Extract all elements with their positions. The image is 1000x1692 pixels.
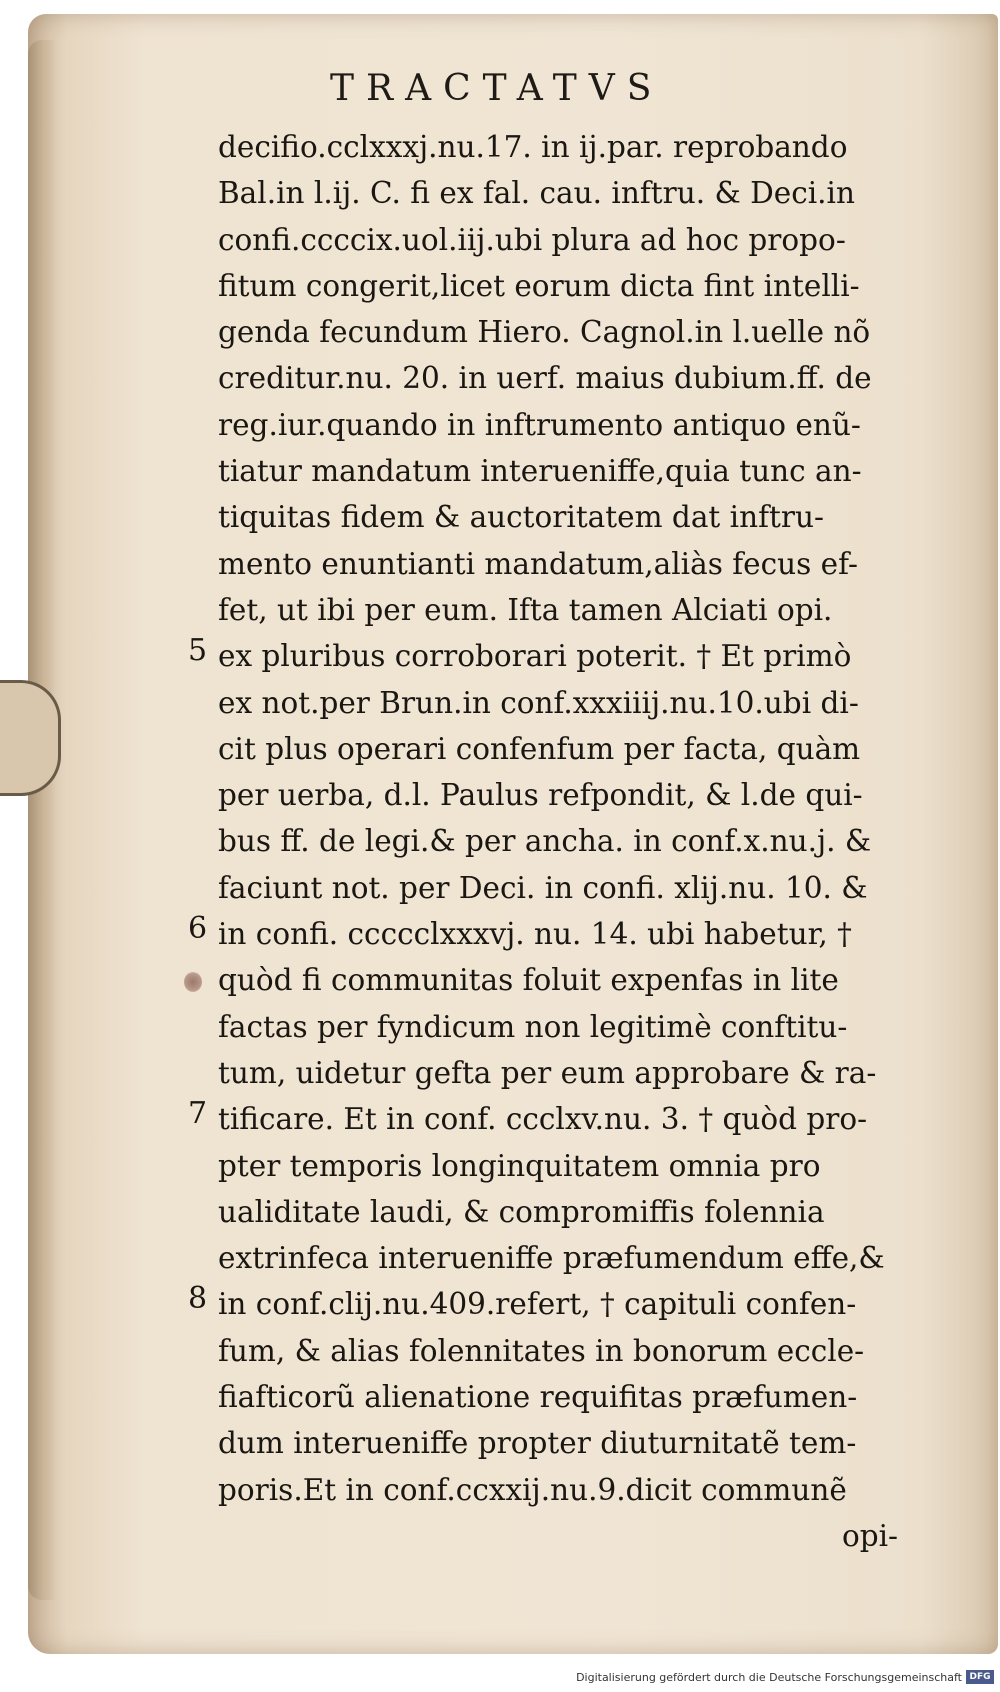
text-line: tificare. Et in conf. ccclxv.nu. 3. † quòd pro- [218, 1102, 868, 1137]
text-line: faciunt not. per Deci. in confi. xlij.nu. 10. & [218, 870, 868, 905]
page-binding-edge [28, 40, 56, 1600]
margin-number: 8 [188, 1281, 208, 1316]
margin-number: 7 [188, 1096, 208, 1131]
text-line: factas per fyndicum non legitimè conftitu- [218, 1009, 848, 1044]
text-line: in confi. ccccclxxxvj. nu. 14. ubi habetur, † [218, 917, 852, 952]
text-line: quòd fi communitas foluit expenfas in lite [218, 963, 839, 998]
catchword: opi- [841, 1518, 898, 1553]
text-line: ex not.per Brun.in conf.xxxiiij.nu.10.ubi di- [218, 685, 859, 720]
page-clip-mark [0, 680, 61, 796]
text-line: reg.iur.quando in inftrumento antiquo enũ- [218, 407, 861, 442]
text-line: mento enuntianti mandatum,aliàs fecus ef- [218, 546, 858, 581]
text-line: fet, ut ibi per eum. Ifta tamen Alciati opi. [218, 592, 833, 627]
text-line: extrinfeca interueniffe præfumendum effe,& [218, 1241, 885, 1276]
text-line: pter temporis longinquitatem omnia pro [218, 1148, 821, 1183]
dfg-logo: DFG [966, 1670, 994, 1684]
text-line: bus ff. de legi.& per ancha. in conf.x.nu.j. & [218, 824, 872, 859]
text-line: genda fecundum Hiero. Cagnol.in l.uelle nõ [218, 315, 871, 350]
footer-credit: Digitalisierung gefördert durch die Deutsche Forschungsgemeinschaft [576, 1671, 962, 1684]
text-line: per uerba, d.l. Paulus refpondit, & l.de qui- [218, 778, 863, 813]
text-line: in conf.clij.nu.409.refert, † capituli confen- [218, 1287, 857, 1322]
margin-number: 5 [188, 633, 208, 668]
body-text [218, 124, 898, 1559]
text-line: confi.ccccix.uol.iij.ubi plura ad hoc propo- [218, 222, 846, 257]
margin-number: 6 [188, 911, 208, 946]
ink-stain [184, 972, 202, 992]
text-line: tiquitas fidem & auctoritatem dat inftru- [218, 500, 824, 535]
text-line: tiatur mandatum interueniffe,quia tunc an- [218, 454, 862, 489]
text-line: poris.Et in conf.ccxxij.nu.9.dicit communẽ [218, 1472, 847, 1507]
text-line: cit plus operari confenfum per facta, quàm [218, 731, 861, 766]
text-line: creditur.nu. 20. in uerf. maius dubium.ff. de [218, 361, 872, 396]
text-line: ualiditate laudi, & compromiffis folennia [218, 1194, 825, 1229]
text-line: ex pluribus corroborari poterit. † Et primò [218, 639, 852, 674]
text-line: tum, uidetur gefta per eum approbare & ra- [218, 1055, 877, 1090]
text-line: decifio.cclxxxj.nu.17. in ij.par. reprobando [218, 130, 848, 164]
text-line: fum, & alias folennitates in bonorum eccle- [218, 1333, 865, 1368]
text-line: fiafticorũ alienatione requifitas præfumen- [218, 1380, 858, 1415]
text-line: Bal.in l.ij. C. fi ex fal. cau. inftru. & Deci.in [218, 176, 855, 211]
text-line: dum interueniffe propter diuturnitatẽ tem- [218, 1426, 857, 1461]
running-header: TRACTATVS [330, 68, 664, 109]
text-line: fitum congerit,licet eorum dicta fint intelli- [218, 268, 860, 303]
